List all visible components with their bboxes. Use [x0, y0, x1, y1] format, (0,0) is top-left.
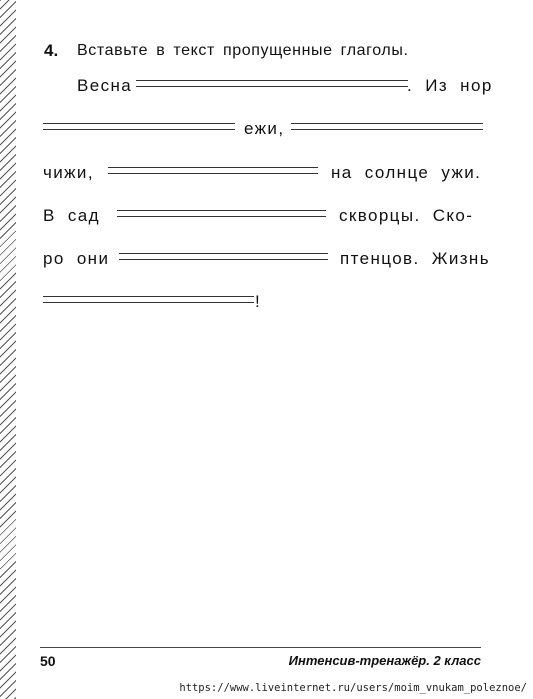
book-title: Интенсив-тренажёр. 2 класс — [288, 653, 481, 668]
task-number: 4. — [44, 41, 59, 60]
blank-line-6[interactable] — [119, 253, 328, 260]
text-skvortsy: скворцы. Ско- — [339, 206, 474, 225]
blank-line-4[interactable] — [108, 167, 318, 174]
text-ro-oni: ро они — [43, 249, 110, 268]
text-chizhi: чижи, — [43, 163, 94, 182]
task-instruction: Вставьте в текст пропущенные глаголы. — [77, 42, 409, 59]
text-v-sad: В сад — [43, 206, 100, 225]
text-iz-nor: . Из нор — [407, 76, 493, 95]
text-word-vesna: Весна — [77, 76, 133, 95]
hatched-margin-stripe — [0, 0, 16, 699]
blank-line-7[interactable] — [43, 296, 254, 303]
blank-line-1[interactable] — [136, 80, 408, 87]
text-ptentsov-zhizn: птенцов. Жизнь — [340, 249, 490, 268]
text-ezhi: ежи, — [244, 119, 285, 138]
blank-line-5[interactable] — [117, 210, 326, 217]
blank-line-3[interactable] — [291, 123, 483, 130]
blank-line-2[interactable] — [43, 123, 235, 130]
footer-divider — [40, 647, 481, 648]
source-watermark-url: https://www.liveinternet.ru/users/moim_vnukam_poleznoe/ — [179, 682, 527, 694]
text-na-solntse-uzhi: на солнце ужи. — [331, 163, 482, 182]
page-number: 50 — [40, 653, 56, 669]
text-exclamation: ! — [255, 292, 262, 311]
